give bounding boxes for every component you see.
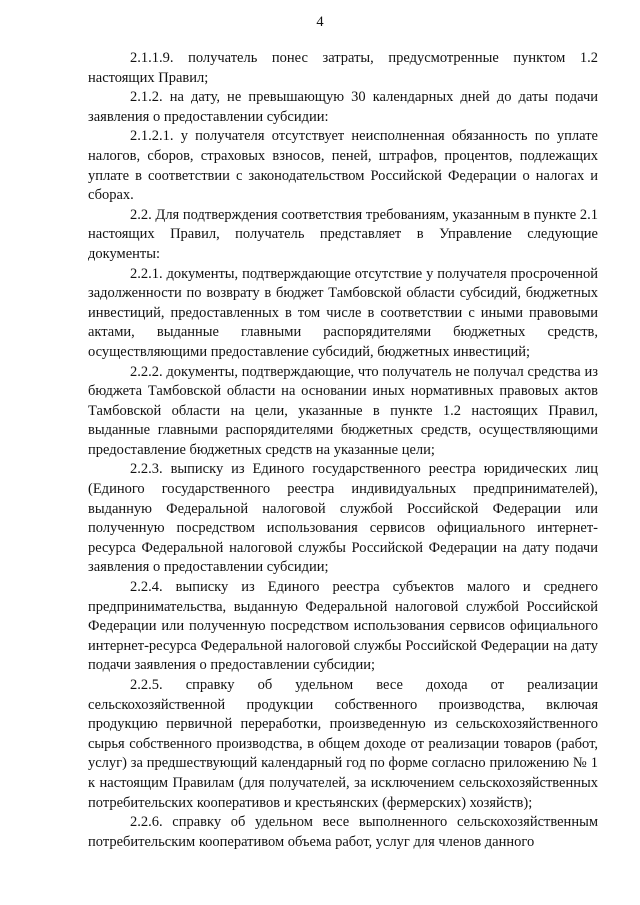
paragraph-2-2-4: 2.2.4. выписку из Единого реестра субъектов малого и среднего предпринимательства, выданную Федеральной налоговой службой Российской Федерации или полученную посредством использования сервисов официального интернет-ресурса Федеральной налоговой службы Российской Федерации на дату подачи заявления о предоставлении субсидии; [88,579,598,674]
paragraph-2-2-1: 2.2.1. документы, подтверждающие отсутствие у получателя просроченной задолженности по возврату в бюджет Тамбовской области субсидий, бюджетных инвестиций, предоставленных в том числе в соответствии с иными правовыми актами, выданные главными распорядителями бюджетных средств, осуществляющими предоставление субсидий, бюджетных инвестиций; [88,265,598,360]
paragraph-2-2-6: 2.2.6. справку об удельном весе выполненного сельскохозяйственным потребительским кооперативом объема работ, услуг для членов данного [88,814,598,850]
document-body [88,49,598,852]
paragraph-2-2-3: 2.2.3. выписку из Единого государственного реестра юридических лиц (Единого государственного реестра индивидуальных предпринимателей), выданную Федеральной налоговой службой Российской Федерации или полученную посредством использования сервисов официального интернет-ресурса Федеральной налоговой службы Российской Федерации на дату подачи заявления о предоставлении субсидии; [88,461,598,576]
paragraph-2-1-1-9: 2.1.1.9. получатель понес затраты, предусмотренные пунктом 1.2 настоящих Правил; [88,50,598,86]
paragraph-2-2-2: 2.2.2. документы, подтверждающие, что получатель не получал средства из бюджета Тамбовской области на основании иных нормативных правовых актов Тамбовской области на цели, указанные в пункте 1.2 настоящих Правил, выданные главными распорядителями бюджетных средств, осуществляющими предоставление бюджетных средств на указанные цели; [88,363,598,458]
paragraph-2-1-2: 2.1.2. на дату, не превышающую 30 календарных дней до даты подачи заявления о предоставлении субсидии: [88,89,598,125]
paragraph-2-2: 2.2. Для подтверждения соответствия требованиям, указанным в пункте 2.1 настоящих Правил, получатель представляет в Управление следующие документы: [88,206,598,262]
page-number: 4 [316,14,324,30]
paragraph-2-2-5: 2.2.5. справку об удельном весе дохода от реализации сельскохозяйственной продукции собственного производства, включая продукцию первичной переработки, произведенную из сельскохозяйственного сырья собственного производства, в общем доходе от реализации товаров (работ, услуг) за предшествующий календарный год по форме согласно приложению № 1 к настоящим Правилам (для получателей, за исключением сельскохозяйственных потребительских кооперативов и крестьянских (фермерских) хозяйств); [88,677,598,811]
paragraph-2-1-2-1: 2.1.2.1. у получателя отсутствует неисполненная обязанность по уплате налогов, сборов, страховых взносов, пеней, штрафов, процентов, подлежащих уплате в соответствии с законодательством Российской Федерации о налогах и сборах. [88,128,598,204]
